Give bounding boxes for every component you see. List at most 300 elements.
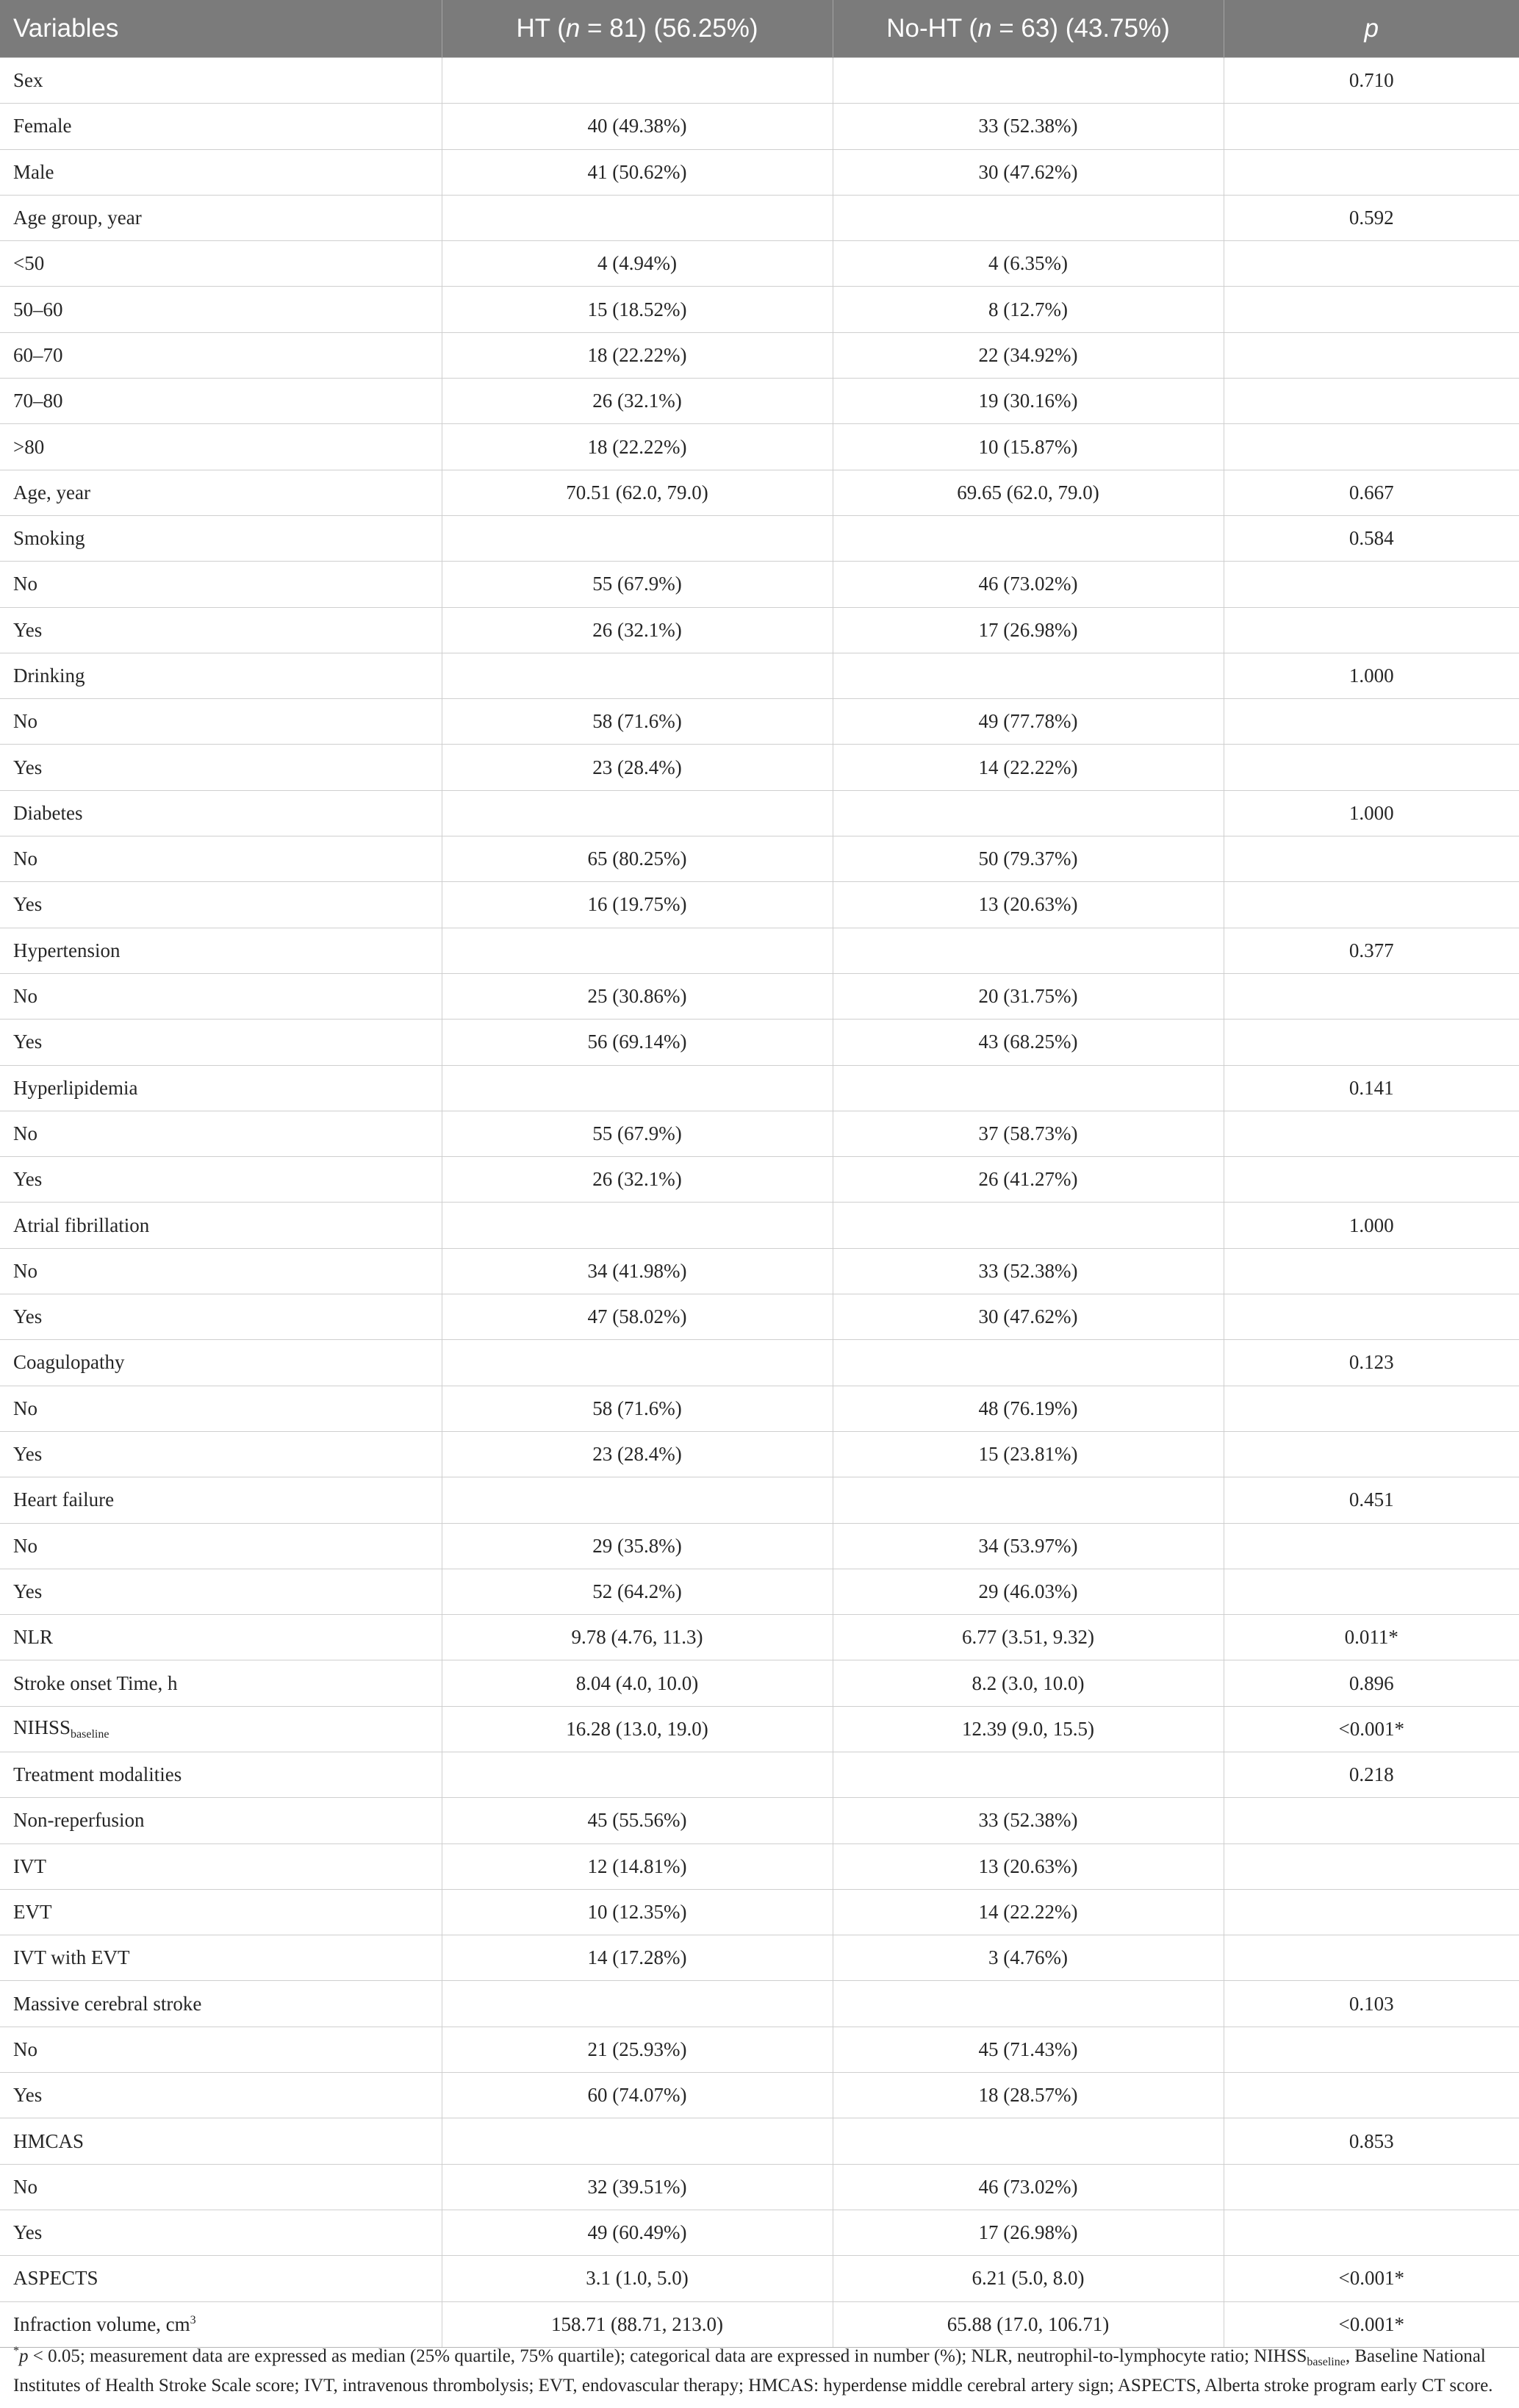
cell-noht-value: 45 (71.43%)	[833, 2027, 1224, 2072]
cell-ht-value: 56 (69.14%)	[442, 1020, 833, 1065]
cell-ht-value: 10 (12.35%)	[442, 1889, 833, 1935]
cell-noht-value	[833, 515, 1224, 561]
cell-noht-value	[833, 1340, 1224, 1386]
cell-noht-value: 30 (47.62%)	[833, 1294, 1224, 1340]
footnote-text-part1: < 0.05; measurement data are expressed as median (25% quartile, 75% quartile); categorical data are expressed in number (%); NLR, neutrophil-to-lymphocyte ratio; NIHSS	[28, 2346, 1307, 2366]
table-row	[0, 1615, 1519, 1660]
cell-ht-value: 49 (60.49%)	[442, 2210, 833, 2255]
cell-p-value	[1224, 2164, 1519, 2210]
table-row	[0, 1294, 1519, 1340]
table-row	[0, 928, 1519, 973]
variable-label: Sex	[13, 69, 43, 92]
header-p-label: p	[1364, 14, 1379, 43]
cell-ht-value: 70.51 (62.0, 79.0)	[442, 470, 833, 515]
cell-noht-value: 26 (41.27%)	[833, 1157, 1224, 1203]
cell-p-value	[1224, 287, 1519, 332]
cell-variable	[0, 1660, 442, 1706]
cell-p-value	[1224, 1020, 1519, 1065]
cell-ht-value: 18 (22.22%)	[442, 332, 833, 378]
cell-ht-value: 3.1 (1.0, 5.0)	[442, 2256, 833, 2301]
cell-noht-value	[833, 790, 1224, 836]
cell-ht-value	[442, 1065, 833, 1111]
cell-noht-value: 20 (31.75%)	[833, 973, 1224, 1019]
table-row	[0, 2256, 1519, 2301]
cell-p-value	[1224, 699, 1519, 745]
table-row	[0, 470, 1519, 515]
variable-label: ASPECTS	[13, 2267, 98, 2290]
cell-noht-value: 46 (73.02%)	[833, 2164, 1224, 2210]
cell-p-value	[1224, 424, 1519, 470]
cell-variable	[0, 1752, 442, 1797]
table-row	[0, 1157, 1519, 1203]
cell-p-value	[1224, 1569, 1519, 1614]
cell-variable	[0, 1248, 442, 1294]
cell-p-value: 1.000	[1224, 790, 1519, 836]
cell-noht-value: 48 (76.19%)	[833, 1386, 1224, 1431]
cell-ht-value: 47 (58.02%)	[442, 1294, 833, 1340]
cell-noht-value: 65.88 (17.0, 106.71)	[833, 2301, 1224, 2347]
cell-p-value: 0.011*	[1224, 1615, 1519, 1660]
variable-label: Diabetes	[13, 801, 83, 824]
cell-ht-value: 41 (50.62%)	[442, 149, 833, 195]
cell-p-value	[1224, 1248, 1519, 1294]
cell-ht-value	[442, 58, 833, 104]
variable-label: Massive cerebral stroke	[13, 1992, 202, 2015]
cell-variable	[0, 973, 442, 1019]
cell-variable	[0, 836, 442, 882]
cell-noht-value: 33 (52.38%)	[833, 104, 1224, 149]
variable-label: 70–80	[13, 390, 63, 412]
cell-noht-value: 18 (28.57%)	[833, 2073, 1224, 2118]
cell-variable	[0, 1889, 442, 1935]
cell-noht-value: 19 (30.16%)	[833, 379, 1224, 424]
cell-p-value	[1224, 1431, 1519, 1477]
cell-ht-value	[442, 653, 833, 698]
cell-variable	[0, 1157, 442, 1203]
table-row	[0, 2164, 1519, 2210]
cell-noht-value	[833, 1203, 1224, 1248]
table-header	[0, 0, 1519, 58]
cell-ht-value	[442, 928, 833, 973]
cell-ht-value	[442, 790, 833, 836]
cell-p-value: 0.584	[1224, 515, 1519, 561]
variable-label: Male	[13, 160, 54, 183]
cell-ht-value: 45 (55.56%)	[442, 1798, 833, 1843]
variable-label: Stroke onset Time, h	[13, 1671, 178, 1694]
cell-noht-value: 14 (22.22%)	[833, 1889, 1224, 1935]
cell-ht-value: 8.04 (4.0, 10.0)	[442, 1660, 833, 1706]
cell-noht-value	[833, 1477, 1224, 1523]
variable-label: Smoking	[13, 527, 85, 550]
cell-ht-value: 18 (22.22%)	[442, 424, 833, 470]
table-row	[0, 1020, 1519, 1065]
cell-variable	[0, 2256, 442, 2301]
cell-ht-value: 32 (39.51%)	[442, 2164, 833, 2210]
cell-ht-value: 40 (49.38%)	[442, 104, 833, 149]
cell-variable	[0, 287, 442, 332]
table-row	[0, 973, 1519, 1019]
cell-noht-value: 6.77 (3.51, 9.32)	[833, 1615, 1224, 1660]
variable-label: No	[13, 1397, 37, 1419]
table-row	[0, 2118, 1519, 2164]
cell-ht-value: 4 (4.94%)	[442, 241, 833, 287]
header-p-value	[1224, 0, 1519, 58]
cell-variable	[0, 1798, 442, 1843]
cell-noht-value: 46 (73.02%)	[833, 562, 1224, 607]
cell-noht-value	[833, 58, 1224, 104]
cell-variable	[0, 1569, 442, 1614]
variable-label: No	[13, 710, 37, 733]
cell-p-value	[1224, 836, 1519, 882]
cell-noht-value: 43 (68.25%)	[833, 1020, 1224, 1065]
cell-noht-value: 8.2 (3.0, 10.0)	[833, 1660, 1224, 1706]
cell-ht-value: 29 (35.8%)	[442, 1523, 833, 1569]
cell-noht-value: 17 (26.98%)	[833, 2210, 1224, 2255]
cell-variable	[0, 1111, 442, 1156]
header-ht-prefix: HT (	[516, 14, 566, 43]
table-row	[0, 287, 1519, 332]
cell-p-value: 0.218	[1224, 1752, 1519, 1797]
cell-ht-value	[442, 1340, 833, 1386]
cell-variable	[0, 1523, 442, 1569]
cell-noht-value: 6.21 (5.0, 8.0)	[833, 2256, 1224, 2301]
variable-label: No	[13, 573, 37, 595]
cell-p-value: 0.123	[1224, 1340, 1519, 1386]
cell-ht-value: 26 (32.1%)	[442, 379, 833, 424]
header-ht-group	[442, 0, 833, 58]
cell-variable	[0, 1431, 442, 1477]
cell-variable	[0, 2073, 442, 2118]
cell-p-value: 0.667	[1224, 470, 1519, 515]
table-row	[0, 699, 1519, 745]
variable-label: NIHSS	[13, 1716, 71, 1739]
variable-label-subscript: baseline	[71, 1728, 109, 1741]
cell-noht-value	[833, 195, 1224, 240]
cell-noht-value	[833, 653, 1224, 698]
cell-ht-value: 21 (25.93%)	[442, 2027, 833, 2072]
variable-label: Infraction volume, cm	[13, 2312, 190, 2335]
table-row	[0, 2027, 1519, 2072]
cell-p-value	[1224, 2073, 1519, 2118]
cell-ht-value: 16 (19.75%)	[442, 882, 833, 928]
cell-p-value	[1224, 1798, 1519, 1843]
cell-noht-value: 33 (52.38%)	[833, 1248, 1224, 1294]
cell-p-value	[1224, 1111, 1519, 1156]
variable-label: >80	[13, 435, 45, 458]
table-row	[0, 1935, 1519, 1981]
table-row	[0, 653, 1519, 698]
table-row	[0, 1203, 1519, 1248]
variable-label: HMCAS	[13, 2129, 85, 2152]
cell-ht-value	[442, 1477, 833, 1523]
cell-p-value: <0.001*	[1224, 1706, 1519, 1752]
table-row	[0, 1248, 1519, 1294]
variable-label: IVT with EVT	[13, 1946, 130, 1969]
table-row	[0, 149, 1519, 195]
variable-label: No	[13, 2038, 37, 2060]
cell-variable	[0, 882, 442, 928]
variable-label: No	[13, 848, 37, 870]
cell-noht-value: 14 (22.22%)	[833, 745, 1224, 790]
cell-noht-value: 69.65 (62.0, 79.0)	[833, 470, 1224, 515]
variable-label: Yes	[13, 2221, 43, 2244]
cell-ht-value: 14 (17.28%)	[442, 1935, 833, 1981]
variable-label: Drinking	[13, 664, 85, 687]
cell-p-value	[1224, 745, 1519, 790]
cell-ht-value: 58 (71.6%)	[442, 1386, 833, 1431]
cell-ht-value: 23 (28.4%)	[442, 745, 833, 790]
table-row	[0, 1569, 1519, 1614]
cell-variable	[0, 332, 442, 378]
cell-variable	[0, 653, 442, 698]
table-row	[0, 2073, 1519, 2118]
cell-ht-value: 34 (41.98%)	[442, 1248, 833, 1294]
cell-ht-value	[442, 1981, 833, 2027]
cell-p-value: 0.377	[1224, 928, 1519, 973]
header-noht-group	[833, 0, 1224, 58]
variable-label: Coagulopathy	[13, 1351, 125, 1374]
cell-variable	[0, 1340, 442, 1386]
cell-noht-value: 22 (34.92%)	[833, 332, 1224, 378]
table-row	[0, 1798, 1519, 1843]
cell-variable	[0, 1294, 442, 1340]
table-row	[0, 1386, 1519, 1431]
footnote-star: *	[13, 2345, 19, 2357]
cell-p-value	[1224, 241, 1519, 287]
cell-variable	[0, 58, 442, 104]
cell-variable	[0, 195, 442, 240]
cell-variable	[0, 515, 442, 561]
variable-label: Yes	[13, 893, 43, 916]
cell-ht-value: 65 (80.25%)	[442, 836, 833, 882]
cell-p-value: 0.853	[1224, 2118, 1519, 2164]
cell-p-value	[1224, 882, 1519, 928]
cell-ht-value: 12 (14.81%)	[442, 1843, 833, 1889]
cell-noht-value: 17 (26.98%)	[833, 607, 1224, 653]
cell-variable	[0, 928, 442, 973]
table-row	[0, 1477, 1519, 1523]
cell-p-value	[1224, 562, 1519, 607]
cell-p-value	[1224, 1935, 1519, 1981]
variable-label: No	[13, 985, 37, 1008]
cell-noht-value	[833, 2118, 1224, 2164]
table-row	[0, 104, 1519, 149]
variable-label: 60–70	[13, 343, 63, 366]
cell-noht-value: 50 (79.37%)	[833, 836, 1224, 882]
footnote-text-part2: , Baseline National Institutes of Health Stroke Scale score; IVT, intravenous thrombolysis; EVT, endovascular therapy; HMCAS: hyperdense middle cerebral artery sign; ASPECTS, Alberta stroke program early CT score.	[13, 2346, 1493, 2396]
cell-p-value: 0.896	[1224, 1660, 1519, 1706]
variable-label: No	[13, 1534, 37, 1557]
variable-label: EVT	[13, 1901, 52, 1924]
cell-variable	[0, 1065, 442, 1111]
cell-ht-value: 15 (18.52%)	[442, 287, 833, 332]
table-row	[0, 1843, 1519, 1889]
cell-p-value	[1224, 2027, 1519, 2072]
variable-label: Age group, year	[13, 207, 142, 229]
cell-ht-value: 158.71 (88.71, 213.0)	[442, 2301, 833, 2347]
cell-variable	[0, 1615, 442, 1660]
cell-noht-value: 30 (47.62%)	[833, 149, 1224, 195]
cell-variable	[0, 104, 442, 149]
cell-p-value	[1224, 1157, 1519, 1203]
cell-p-value	[1224, 149, 1519, 195]
cell-noht-value: 34 (53.97%)	[833, 1523, 1224, 1569]
variable-label: Yes	[13, 1443, 43, 1466]
header-noht-n: n	[977, 14, 992, 43]
variable-label: Yes	[13, 618, 43, 641]
header-noht-prefix: No-HT (	[886, 14, 978, 43]
cell-ht-value: 26 (32.1%)	[442, 607, 833, 653]
variable-label: Non-reperfusion	[13, 1809, 145, 1832]
cell-ht-value: 52 (64.2%)	[442, 1569, 833, 1614]
header-ht-suffix: = 81) (56.25%)	[580, 14, 758, 43]
variable-label: <50	[13, 252, 45, 275]
table-row	[0, 1431, 1519, 1477]
header-variables: Variables	[0, 0, 442, 58]
cell-p-value	[1224, 1386, 1519, 1431]
cell-p-value: 1.000	[1224, 1203, 1519, 1248]
cell-p-value: 0.710	[1224, 58, 1519, 104]
cell-variable	[0, 470, 442, 515]
cell-ht-value: 23 (28.4%)	[442, 1431, 833, 1477]
cell-ht-value	[442, 195, 833, 240]
cell-variable	[0, 1020, 442, 1065]
cell-p-value	[1224, 2210, 1519, 2255]
table-row	[0, 1889, 1519, 1935]
cell-p-value: 0.103	[1224, 1981, 1519, 2027]
variable-label-superscript: 3	[190, 2313, 196, 2326]
cell-p-value	[1224, 607, 1519, 653]
cell-variable	[0, 149, 442, 195]
variable-label: Yes	[13, 2084, 43, 2107]
cell-variable	[0, 2118, 442, 2164]
table-row	[0, 1065, 1519, 1111]
variable-label: 50–60	[13, 298, 63, 320]
header-ht-n: n	[565, 14, 581, 43]
variable-label: No	[13, 2175, 37, 2198]
cell-variable	[0, 379, 442, 424]
cell-p-value	[1224, 379, 1519, 424]
table-row	[0, 607, 1519, 653]
header-row	[0, 0, 1519, 58]
cell-noht-value: 12.39 (9.0, 15.5)	[833, 1706, 1224, 1752]
table-row	[0, 58, 1519, 104]
cell-noht-value: 13 (20.63%)	[833, 1843, 1224, 1889]
cell-ht-value: 60 (74.07%)	[442, 2073, 833, 2118]
cell-noht-value: 29 (46.03%)	[833, 1569, 1224, 1614]
cell-noht-value: 4 (6.35%)	[833, 241, 1224, 287]
cell-noht-value: 15 (23.81%)	[833, 1431, 1224, 1477]
variable-label: NLR	[13, 1626, 53, 1649]
cell-variable	[0, 1935, 442, 1981]
cell-p-value	[1224, 104, 1519, 149]
cell-variable	[0, 607, 442, 653]
cell-noht-value: 37 (58.73%)	[833, 1111, 1224, 1156]
table-footnote	[13, 2340, 1505, 2398]
cell-variable	[0, 1203, 442, 1248]
variable-label: Yes	[13, 1305, 43, 1328]
cell-p-value	[1224, 332, 1519, 378]
cell-p-value: 0.451	[1224, 1477, 1519, 1523]
cell-p-value: <0.001*	[1224, 2301, 1519, 2347]
table-row	[0, 424, 1519, 470]
cell-ht-value: 58 (71.6%)	[442, 699, 833, 745]
footnote-p: p	[19, 2346, 29, 2366]
cell-ht-value	[442, 2118, 833, 2164]
table-row	[0, 241, 1519, 287]
cell-ht-value: 9.78 (4.76, 11.3)	[442, 1615, 833, 1660]
table-row	[0, 515, 1519, 561]
variable-label: No	[13, 1122, 37, 1144]
cell-variable	[0, 2210, 442, 2255]
variable-label: Yes	[13, 756, 43, 778]
cell-noht-value: 10 (15.87%)	[833, 424, 1224, 470]
table-row	[0, 1111, 1519, 1156]
footnote-subscript: baseline	[1307, 2356, 1346, 2368]
cell-ht-value: 55 (67.9%)	[442, 562, 833, 607]
cell-ht-value: 55 (67.9%)	[442, 1111, 833, 1156]
cell-p-value: 0.141	[1224, 1065, 1519, 1111]
cell-noht-value	[833, 1981, 1224, 2027]
cell-noht-value	[833, 1752, 1224, 1797]
table-row	[0, 562, 1519, 607]
cell-noht-value: 33 (52.38%)	[833, 1798, 1224, 1843]
cell-noht-value	[833, 1065, 1224, 1111]
cell-variable	[0, 1706, 442, 1752]
variable-label: Yes	[13, 1168, 43, 1191]
cell-variable	[0, 1981, 442, 2027]
cell-variable	[0, 2164, 442, 2210]
cell-noht-value	[833, 928, 1224, 973]
table-row	[0, 1660, 1519, 1706]
variable-label: Hyperlipidemia	[13, 1076, 138, 1099]
cell-p-value	[1224, 1294, 1519, 1340]
variable-label: No	[13, 1259, 37, 1282]
cell-variable	[0, 2027, 442, 2072]
cell-ht-value	[442, 1203, 833, 1248]
cell-variable	[0, 562, 442, 607]
cell-ht-value	[442, 1752, 833, 1797]
cell-ht-value: 26 (32.1%)	[442, 1157, 833, 1203]
cell-noht-value: 49 (77.78%)	[833, 699, 1224, 745]
variable-label: Treatment modalities	[13, 1763, 182, 1786]
cell-p-value	[1224, 1843, 1519, 1889]
table-row	[0, 836, 1519, 882]
table-row	[0, 790, 1519, 836]
cell-variable	[0, 424, 442, 470]
cell-p-value	[1224, 1889, 1519, 1935]
cell-p-value	[1224, 973, 1519, 1019]
table-row	[0, 332, 1519, 378]
cell-ht-value	[442, 515, 833, 561]
table-row	[0, 195, 1519, 240]
variable-label: Yes	[13, 1031, 43, 1053]
cell-p-value: 0.592	[1224, 195, 1519, 240]
cell-variable	[0, 1477, 442, 1523]
table-row	[0, 1752, 1519, 1797]
cell-variable	[0, 699, 442, 745]
cell-noht-value: 8 (12.7%)	[833, 287, 1224, 332]
cell-variable	[0, 790, 442, 836]
table-row	[0, 745, 1519, 790]
variable-label: Heart failure	[13, 1488, 115, 1511]
table-row	[0, 379, 1519, 424]
table-row	[0, 1340, 1519, 1386]
cell-variable	[0, 1843, 442, 1889]
cell-variable	[0, 1386, 442, 1431]
variable-label: IVT	[13, 1855, 46, 1877]
cell-variable	[0, 745, 442, 790]
